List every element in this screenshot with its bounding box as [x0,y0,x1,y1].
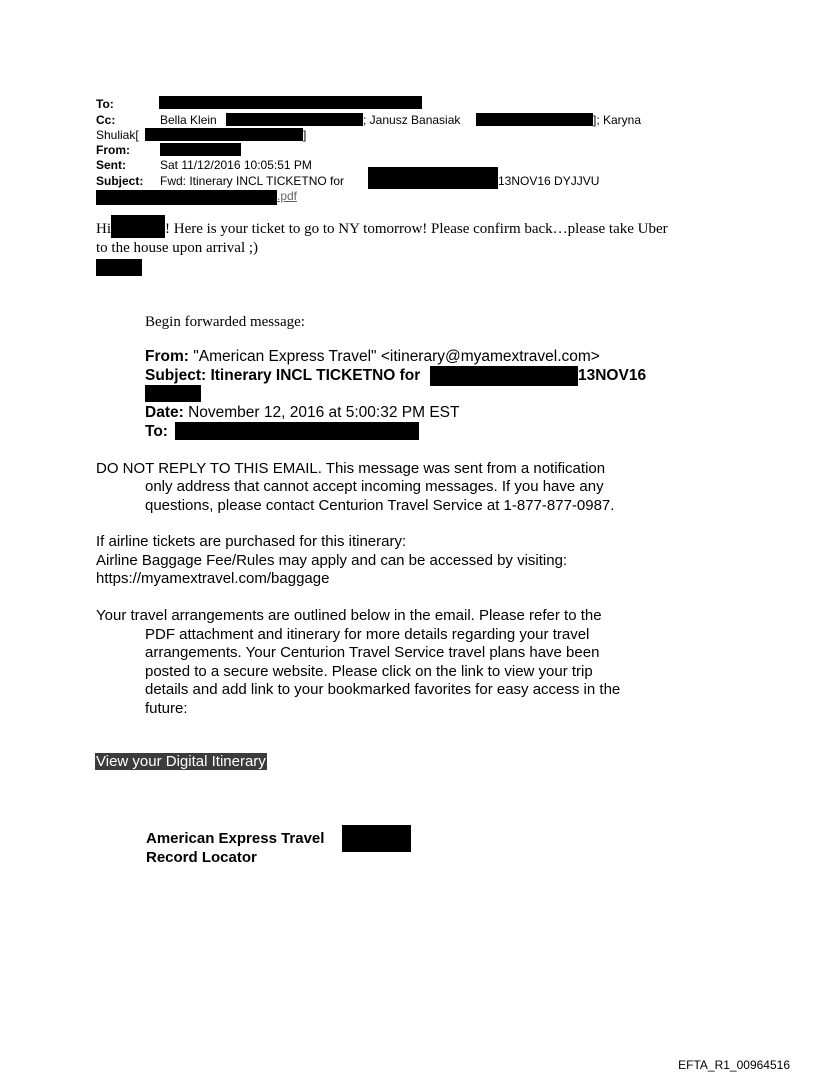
cc-name-janusz: ; Janusz Banasiak [363,113,461,127]
greeting-line-1: ! Here is your ticket to go to NY tomorrow! Please confirm back…please take Uber [165,221,668,237]
notice-line-3: questions, please contact Centurion Travel Service at 1-877-877-0987. [145,497,615,514]
baggage-line-1: If airline tickets are purchased for this itinerary: [96,533,407,550]
record-line-1: American Express Travel [146,830,325,847]
cc-label: Cc: [96,113,116,127]
arrangements-line-5: details and add link to your bookmarked favorites for easy access in the [145,681,621,698]
arrangements-line-4: posted to a secure website. Please click on the link to view your trip [145,663,593,680]
redaction-bar [96,259,142,276]
greeting-hi: Hi [96,221,111,237]
cc-line2-start: Shuliak[ [96,128,139,142]
forwarded-intro: Begin forwarded message: [145,314,305,330]
redaction-bar [175,422,419,440]
to-label: To: [96,97,114,111]
baggage-url[interactable]: https://myamextravel.com/baggage [96,570,330,587]
cc-name-bella: Bella Klein [160,113,217,127]
redaction-bar [145,128,303,141]
notice-line-2: only address that cannot accept incoming messages. If you have any [145,478,604,495]
redaction-bar [430,366,578,386]
arrangements-line-3: arrangements. Your Centurion Travel Service travel plans have been [145,644,600,661]
redaction-bar [368,167,498,189]
redaction-bar [96,190,277,205]
cc-line-1 [160,113,217,127]
cc-line2-end: ] [303,128,307,142]
cc-name-karyna: ]; Karyna [593,113,642,127]
fwd-to-label: To: [145,423,168,440]
fwd-subject-label: Subject: Itinerary INCL TICKETNO for [145,367,421,384]
sent-label: Sent: [96,158,126,172]
fwd-from-value: "American Express Travel" <itinerary@myamextravel.com> [193,348,600,365]
view-digital-itinerary-link[interactable]: View your Digital Itinerary [96,753,266,770]
arrangements-line-1: Your travel arrangements are outlined below in the email. Please refer to the [96,607,602,624]
attachment-link[interactable]: .pdf [277,189,298,203]
fwd-from-label: From: [145,348,189,365]
subject-tail: 13NOV16 DYJJVU [498,174,600,188]
arrangements-line-2: PDF attachment and itinerary for more details regarding your travel [145,626,590,643]
redaction-bar [145,385,201,402]
redaction-bar [111,215,165,238]
baggage-line-2: Airline Baggage Fee/Rules may apply and can be accessed by visiting: [96,552,568,569]
notice-line-1: DO NOT REPLY TO THIS EMAIL. This message was sent from a notification [96,460,606,477]
subject-value: Fwd: Itinerary INCL TICKETNO for [160,174,345,188]
redaction-bar [160,143,241,156]
from-label: From: [96,143,130,157]
redaction-bar [342,825,411,852]
fwd-date-value: November 12, 2016 at 5:00:32 PM EST [188,404,460,421]
arrangements-line-6: future: [145,700,188,717]
record-line-2: Record Locator [146,849,257,866]
document-id: EFTA_R1_00964516 [678,1058,790,1072]
redaction-bar [159,96,422,109]
redaction-bar [226,113,363,126]
fwd-subject-tail: 13NOV16 [578,367,647,384]
greeting-line-2: to the house upon arrival ;) [96,240,259,256]
subject-label: Subject: [96,174,144,188]
sent-value: Sat 11/12/2016 10:05:51 PM [160,158,312,172]
redaction-bar [476,113,593,126]
fwd-date-label: Date: [145,404,184,421]
